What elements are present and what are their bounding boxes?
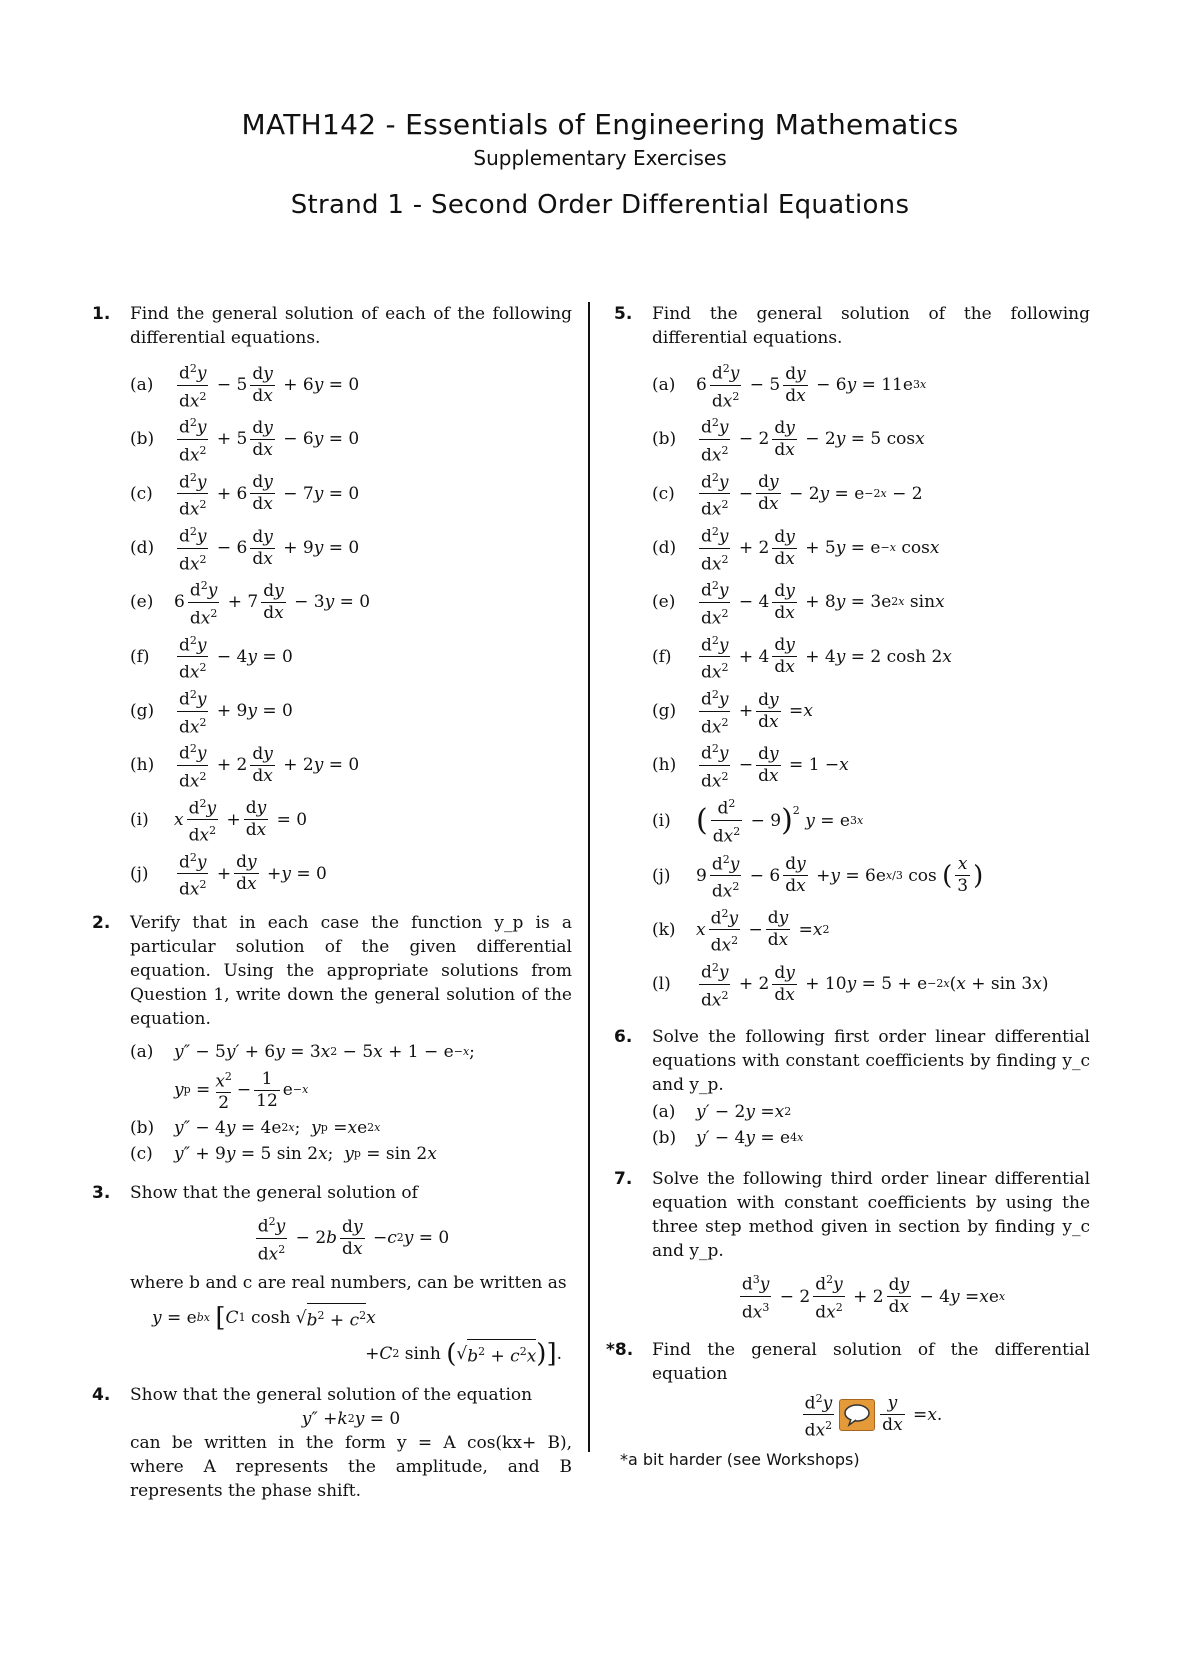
- question-number: 4.: [92, 1384, 111, 1405]
- question-text: Find the general solution of each of the following differential equations.: [130, 304, 572, 348]
- equation-item: (f) $\frac{d^2y}{dx^2}$ − 4 y = 0: [130, 630, 572, 684]
- equation-item: (b) y′ − 4 y = e 4x: [652, 1128, 804, 1149]
- equation: $\frac{d^2y}{dx^2}$ − 6 $\frac{dy}{dx}$ + 9 y = 0: [179, 524, 360, 575]
- right-column: [606, 302, 1090, 1470]
- equation: $\frac{d^2y}{dx^2}$ − 4 $\frac{dy}{dx}$ + 8 y = 3e 2x sin x: [701, 579, 945, 629]
- question-number: 1.: [92, 304, 111, 324]
- question-number: *8.: [606, 1339, 634, 1360]
- equation-item: (j) $\frac{d^2y}{dx^2}$ + $\frac{dy}{dx}$ + y = 0: [130, 847, 572, 901]
- equation-item: (b) y″ − 4 y = 4e 2x ; y p = x e 2x: [130, 1118, 381, 1139]
- equation: $\frac{d^2y}{dx^2}$ − $\frac{dy}{dx}$ − 2 y = e −2x − 2: [701, 470, 923, 520]
- equation-item: (a) 6 $\frac{d^2y}{dx^2}$ − 5 $\frac{dy}{dx}$ − 6 y = 11e 3x: [652, 358, 1090, 412]
- equation-item: (j) 9 $\frac{d^2y}{dx^2}$ − 6 $\frac{dy}{dx}$ + y = 6e x/3 cos ( $\frac{x}{3}$ ): [652, 849, 1090, 903]
- equation: $\frac{d^2y}{dx^2}$ + 5 $\frac{dy}{dx}$ − 6 y = 0: [179, 416, 360, 466]
- equation-item: (c) $\frac{d^2y}{dx^2}$ − $\frac{dy}{dx}$ − 2 y = e −2x − 2: [652, 467, 1090, 521]
- equation-item: (b) $\frac{d^2y}{dx^2}$ + 5 $\frac{dy}{dx}$ − 6 y = 0: [130, 412, 572, 466]
- equation: x $\frac{d^2y}{dx^2}$ + $\frac{dy}{dx}$ = 0: [174, 796, 308, 846]
- equation: $\frac{d^2y}{dx^2}$ $\frac{y}{dx}$ = x .: [804, 1391, 943, 1442]
- equation: $\frac{d^2y}{dx^2}$ − 4 y = 0: [179, 633, 293, 683]
- equation: $\frac{d^2y}{dx^2}$ − 5 $\frac{dy}{dx}$ + 6 y = 0: [179, 362, 360, 412]
- question-number: 7.: [614, 1169, 633, 1190]
- equation: $\frac{d^2y}{dx^2}$ + 2 $\frac{dy}{dx}$ + 5 y = e −x cos x: [701, 524, 940, 575]
- equation-item: (e) 6 $\frac{d^2y}{dx^2}$ + 7 $\frac{dy}{dx}$ − 3 y = 0: [130, 575, 572, 629]
- equation: y′ − 4 y = e 4x: [696, 1128, 804, 1149]
- question-text: Verify that in each case the function y_p is a particular solution of the given differential equation. Using the appropriate solutions from Question 1, write down the general solution of the equation.: [130, 913, 572, 1030]
- equation-item: [130, 1065, 572, 1115]
- equation-item: (f) $\frac{d^2y}{dx^2}$ + 4 $\frac{dy}{dx}$ + 4 y = 2 cosh 2 x: [652, 630, 1090, 684]
- left-column: [92, 302, 572, 1511]
- comment-annotation-icon[interactable]: [839, 1399, 875, 1431]
- equation: $\frac{d^2y}{dx^2}$ + $\frac{dy}{dx}$ = x: [701, 687, 813, 738]
- course-title: MATH142 - Essentials of Engineering Mathematics: [241, 108, 959, 141]
- question-4: [92, 1383, 572, 1503]
- equation: $\frac{d^2y}{dx^2}$ − 2 $\frac{dy}{dx}$ − 2 y = 5 cos x: [701, 416, 925, 466]
- question-text: Solve the following first order linear differential equations with constant coefficients by finding y_c and y_p.: [652, 1027, 1090, 1096]
- equation-item: (c) $\frac{d^2y}{dx^2}$ + 6 $\frac{dy}{dx}$ − 7 y = 0: [130, 467, 572, 521]
- question-number: 6.: [614, 1027, 633, 1048]
- equation: $\frac{d^2y}{dx^2}$ + 6 $\frac{dy}{dx}$ − 7 y = 0: [179, 470, 360, 520]
- equation-item: (k) x $\frac{d^2y}{dx^2}$ − $\frac{dy}{dx}$ = x 2: [652, 903, 1090, 957]
- equation: $\frac{d^2y}{dx^2}$ − 2 b $\frac{dy}{dx}$ − c 2 y = 0: [257, 1215, 450, 1265]
- equation: y = e bx [ C 1 cosh √ $b^2 + c^2$ x: [152, 1303, 376, 1334]
- question-text: Solve the following third order linear differential equation with constant coefficients by using the three step method given in section by finding y_c and y_p.: [652, 1169, 1090, 1262]
- equation-item: (g) $\frac{d^2y}{dx^2}$ + 9 y = 0: [130, 684, 572, 738]
- footnote: *a bit harder (see Workshops): [620, 1450, 860, 1470]
- equation: $\frac{d^2y}{dx^2}$ + 2 $\frac{dy}{dx}$ + 2 y = 0: [179, 742, 360, 792]
- question-1: [92, 302, 572, 901]
- equation: $\frac{d^2y}{dx^2}$ + 9 y = 0: [179, 687, 293, 738]
- equation: y″ + 9 y = 5 sin 2 x ; y p = sin 2 x: [174, 1144, 437, 1165]
- equation-item: (c) y″ + 9 y = 5 sin 2 x ; y p = sin 2 x: [130, 1144, 437, 1165]
- equation: $\frac{d^3y}{dx^3}$ − 2 $\frac{d^2y}{dx^2}$ + 2 $\frac{dy}{dx}$ − 4 y = x e x: [741, 1273, 1006, 1323]
- document-subtitle: Supplementary Exercises: [473, 146, 727, 170]
- strand-title: Strand 1 - Second Order Differential Equations: [290, 190, 910, 220]
- equation-item: (d) $\frac{d^2y}{dx^2}$ + 2 $\frac{dy}{dx}$ + 5 y = e −x cos x: [652, 521, 1090, 575]
- equation: $\frac{d^2y}{dx^2}$ + 2 $\frac{dy}{dx}$ + 10 y = 5 + e −2x ( x + sin 3 x ): [701, 961, 1049, 1011]
- equation: $\frac{d^2y}{dx^2}$ + 4 $\frac{dy}{dx}$ + 4 y = 2 cosh 2 x: [701, 633, 952, 683]
- equation-item: (g) $\frac{d^2y}{dx^2}$ + $\frac{dy}{dx}$ = x: [652, 684, 1090, 738]
- question-5: [614, 302, 1090, 1011]
- equation-item: (d) $\frac{d^2y}{dx^2}$ − 6 $\frac{dy}{dx}$ + 9 y = 0: [130, 521, 572, 575]
- equation-item: (h) $\frac{d^2y}{dx^2}$ + 2 $\frac{dy}{dx}$ + 2 y = 0: [130, 738, 572, 792]
- question-text: Find the general solution of the differential equation: [652, 1339, 1090, 1384]
- equation-item: (a) y′ − 2 y = x 2: [652, 1102, 792, 1123]
- question-text: where b and c are real numbers, can be written as: [130, 1273, 567, 1294]
- equation: $\frac{d^2y}{dx^2}$ + $\frac{dy}{dx}$ + y = 0: [179, 850, 327, 901]
- equation: $\frac{d^2y}{dx^2}$ − $\frac{dy}{dx}$ = 1 − x: [701, 742, 849, 792]
- equation-item: (a) $\frac{d^2y}{dx^2}$ − 5 $\frac{dy}{dx}$ + 6 y = 0: [130, 358, 572, 412]
- question-text: Show that the general solution of the equation: [130, 1384, 533, 1405]
- equation-item: (e) $\frac{d^2y}{dx^2}$ − 4 $\frac{dy}{dx}$ + 8 y = 3e 2x sin x: [652, 575, 1090, 629]
- equation: ( $\frac{d^2}{dx^2}$ − 9 ) $^2$ y = e 3x: [696, 797, 864, 847]
- equation: 9 $\frac{d^2y}{dx^2}$ − 6 $\frac{dy}{dx}$ + y = 6e x/3 cos ( $\frac{x}{3}$ ): [696, 852, 984, 902]
- question-number: 2.: [92, 913, 111, 934]
- equation: y p = $\frac{x^2}{2}$ − $\frac{1}{12}$ e −x: [174, 1068, 309, 1114]
- question-8: [606, 1338, 1090, 1442]
- question-3: [92, 1181, 572, 1369]
- equation: y″ − 5 y′ + 6 y = 3 x 2 − 5 x + 1 − e −x ;: [174, 1042, 475, 1063]
- equation: y′ − 2 y = x 2: [696, 1102, 792, 1123]
- question-7: [614, 1167, 1090, 1323]
- equation-item: (h) $\frac{d^2y}{dx^2}$ − $\frac{dy}{dx}$ = 1 − x: [652, 738, 1090, 792]
- equation-item: (i) ( $\frac{d^2}{dx^2}$ − 9 ) $^2$ y = e 3x: [652, 793, 1090, 849]
- equation-item: (i) x $\frac{d^2y}{dx^2}$ + $\frac{dy}{dx}$ = 0: [130, 793, 572, 847]
- equation: 6 $\frac{d^2y}{dx^2}$ − 5 $\frac{dy}{dx}$ − 6 y = 11e 3x: [696, 362, 927, 412]
- equation: y″ + k 2 y = 0: [301, 1408, 401, 1429]
- equation: 6 $\frac{d^2y}{dx^2}$ + 7 $\frac{dy}{dx}$ − 3 y = 0: [174, 579, 371, 629]
- question-text: can be written in the form y = A cos(kx+ B), where A represents the amplitude, and B represents the phase shift.: [130, 1432, 572, 1501]
- equation-item: (l) $\frac{d^2y}{dx^2}$ + 2 $\frac{dy}{dx}$ + 10 y = 5 + e −2x ( x + sin 3 x ): [652, 957, 1090, 1011]
- question-number: 3.: [92, 1183, 111, 1204]
- equation: x $\frac{d^2y}{dx^2}$ − $\frac{dy}{dx}$ = x 2: [696, 906, 830, 957]
- question-text: Find the general solution of the following differential equations.: [652, 304, 1090, 348]
- question-2: [92, 911, 572, 1167]
- question-number: 5.: [614, 304, 633, 324]
- equation: y″ − 4 y = 4e 2x ; y p = x e 2x: [174, 1118, 381, 1139]
- equation: + C 2 sinh ( √ $b^2 + c^2x$ ) ] .: [365, 1338, 562, 1369]
- equation-item: (a) y″ − 5 y′ + 6 y = 3 x 2 − 5 x + 1 − e −x ;: [130, 1042, 475, 1063]
- column-divider: [588, 302, 590, 1452]
- question-text: Show that the general solution of: [130, 1183, 418, 1204]
- equation-item: (b) $\frac{d^2y}{dx^2}$ − 2 $\frac{dy}{dx}$ − 2 y = 5 cos x: [652, 412, 1090, 466]
- question-6: [614, 1025, 1090, 1151]
